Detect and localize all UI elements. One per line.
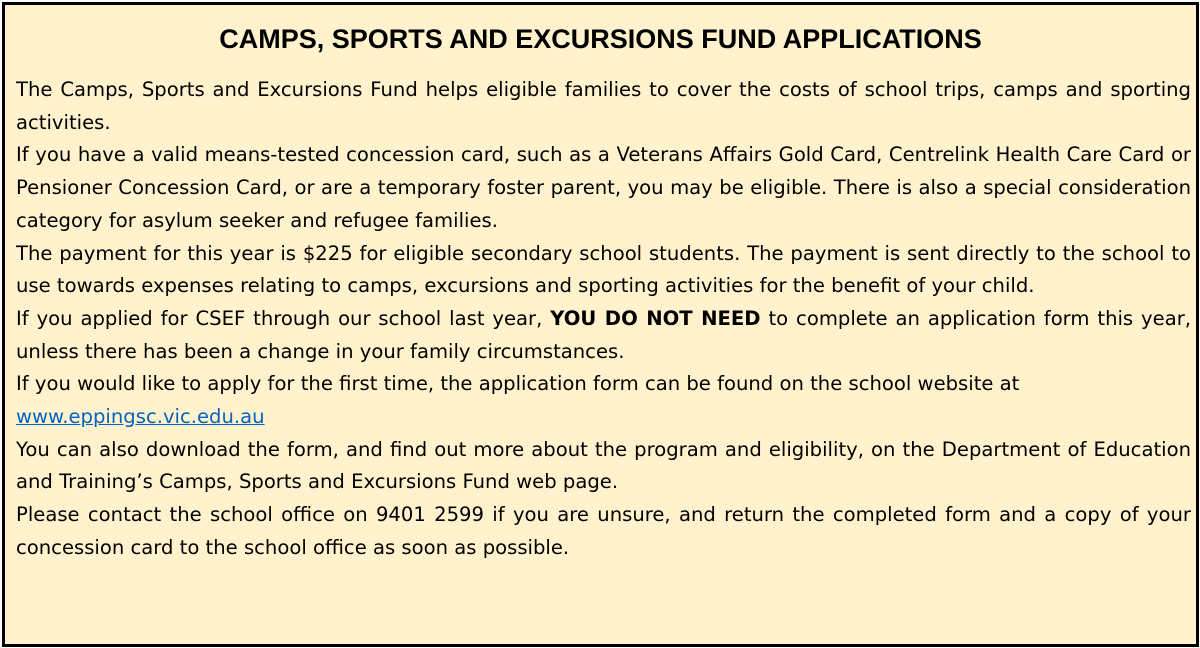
previous-text-end: to complete an application form this year, unless there has been a change in your family circumstances. xyxy=(16,306,1191,363)
contact-paragraph: Please contact the school office on 9401 2599 if you are unsure, and return the completed form and a copy of your concession card to the school office as soon as possible. xyxy=(16,503,1191,559)
school-website-link[interactable]: www.eppingsc.vic.edu.au xyxy=(16,405,265,429)
previous-applicants-paragraph xyxy=(16,303,1191,368)
payment-paragraph: The payment for this year is $225 for eligible secondary school students. The payment is sent directly to the school to use towards expenses relating to camps, excursions and sporting activities for the benefit of your child. xyxy=(16,241,1191,298)
website-line xyxy=(16,401,1191,434)
eligibility-paragraph: If you have a valid means-tested concession card, such as a Veterans Affairs Gold Card, Centrelink Health Care Card or Pensioner Concession Card, or are a temporary foster parent, you may be eligible. There is also a special consideration category for asylum seeker and refugee families. xyxy=(16,143,1191,232)
intro-paragraph: The Camps, Sports and Excursions Fund helps eligible families to cover the costs of school trips, camps and sporting activities. xyxy=(16,78,1191,134)
first-time-paragraph: If you would like to apply for the first time, the application form can be found on the school website at xyxy=(16,372,1020,396)
notice-body xyxy=(16,74,1191,565)
notice-title: CAMPS, SPORTS AND EXCURSIONS FUND APPLICATIONS xyxy=(219,24,982,54)
download-paragraph: You can also download the form, and find out more about the program and eligibility, on the Department of Education and Training’s Camps, Sports and Excursions Fund web page. xyxy=(16,437,1191,494)
notice-box xyxy=(2,2,1199,647)
do-not-need-emphasis: YOU DO NOT NEED xyxy=(550,306,761,330)
previous-text-start: If you applied for CSEF through our school last year, xyxy=(16,306,551,330)
